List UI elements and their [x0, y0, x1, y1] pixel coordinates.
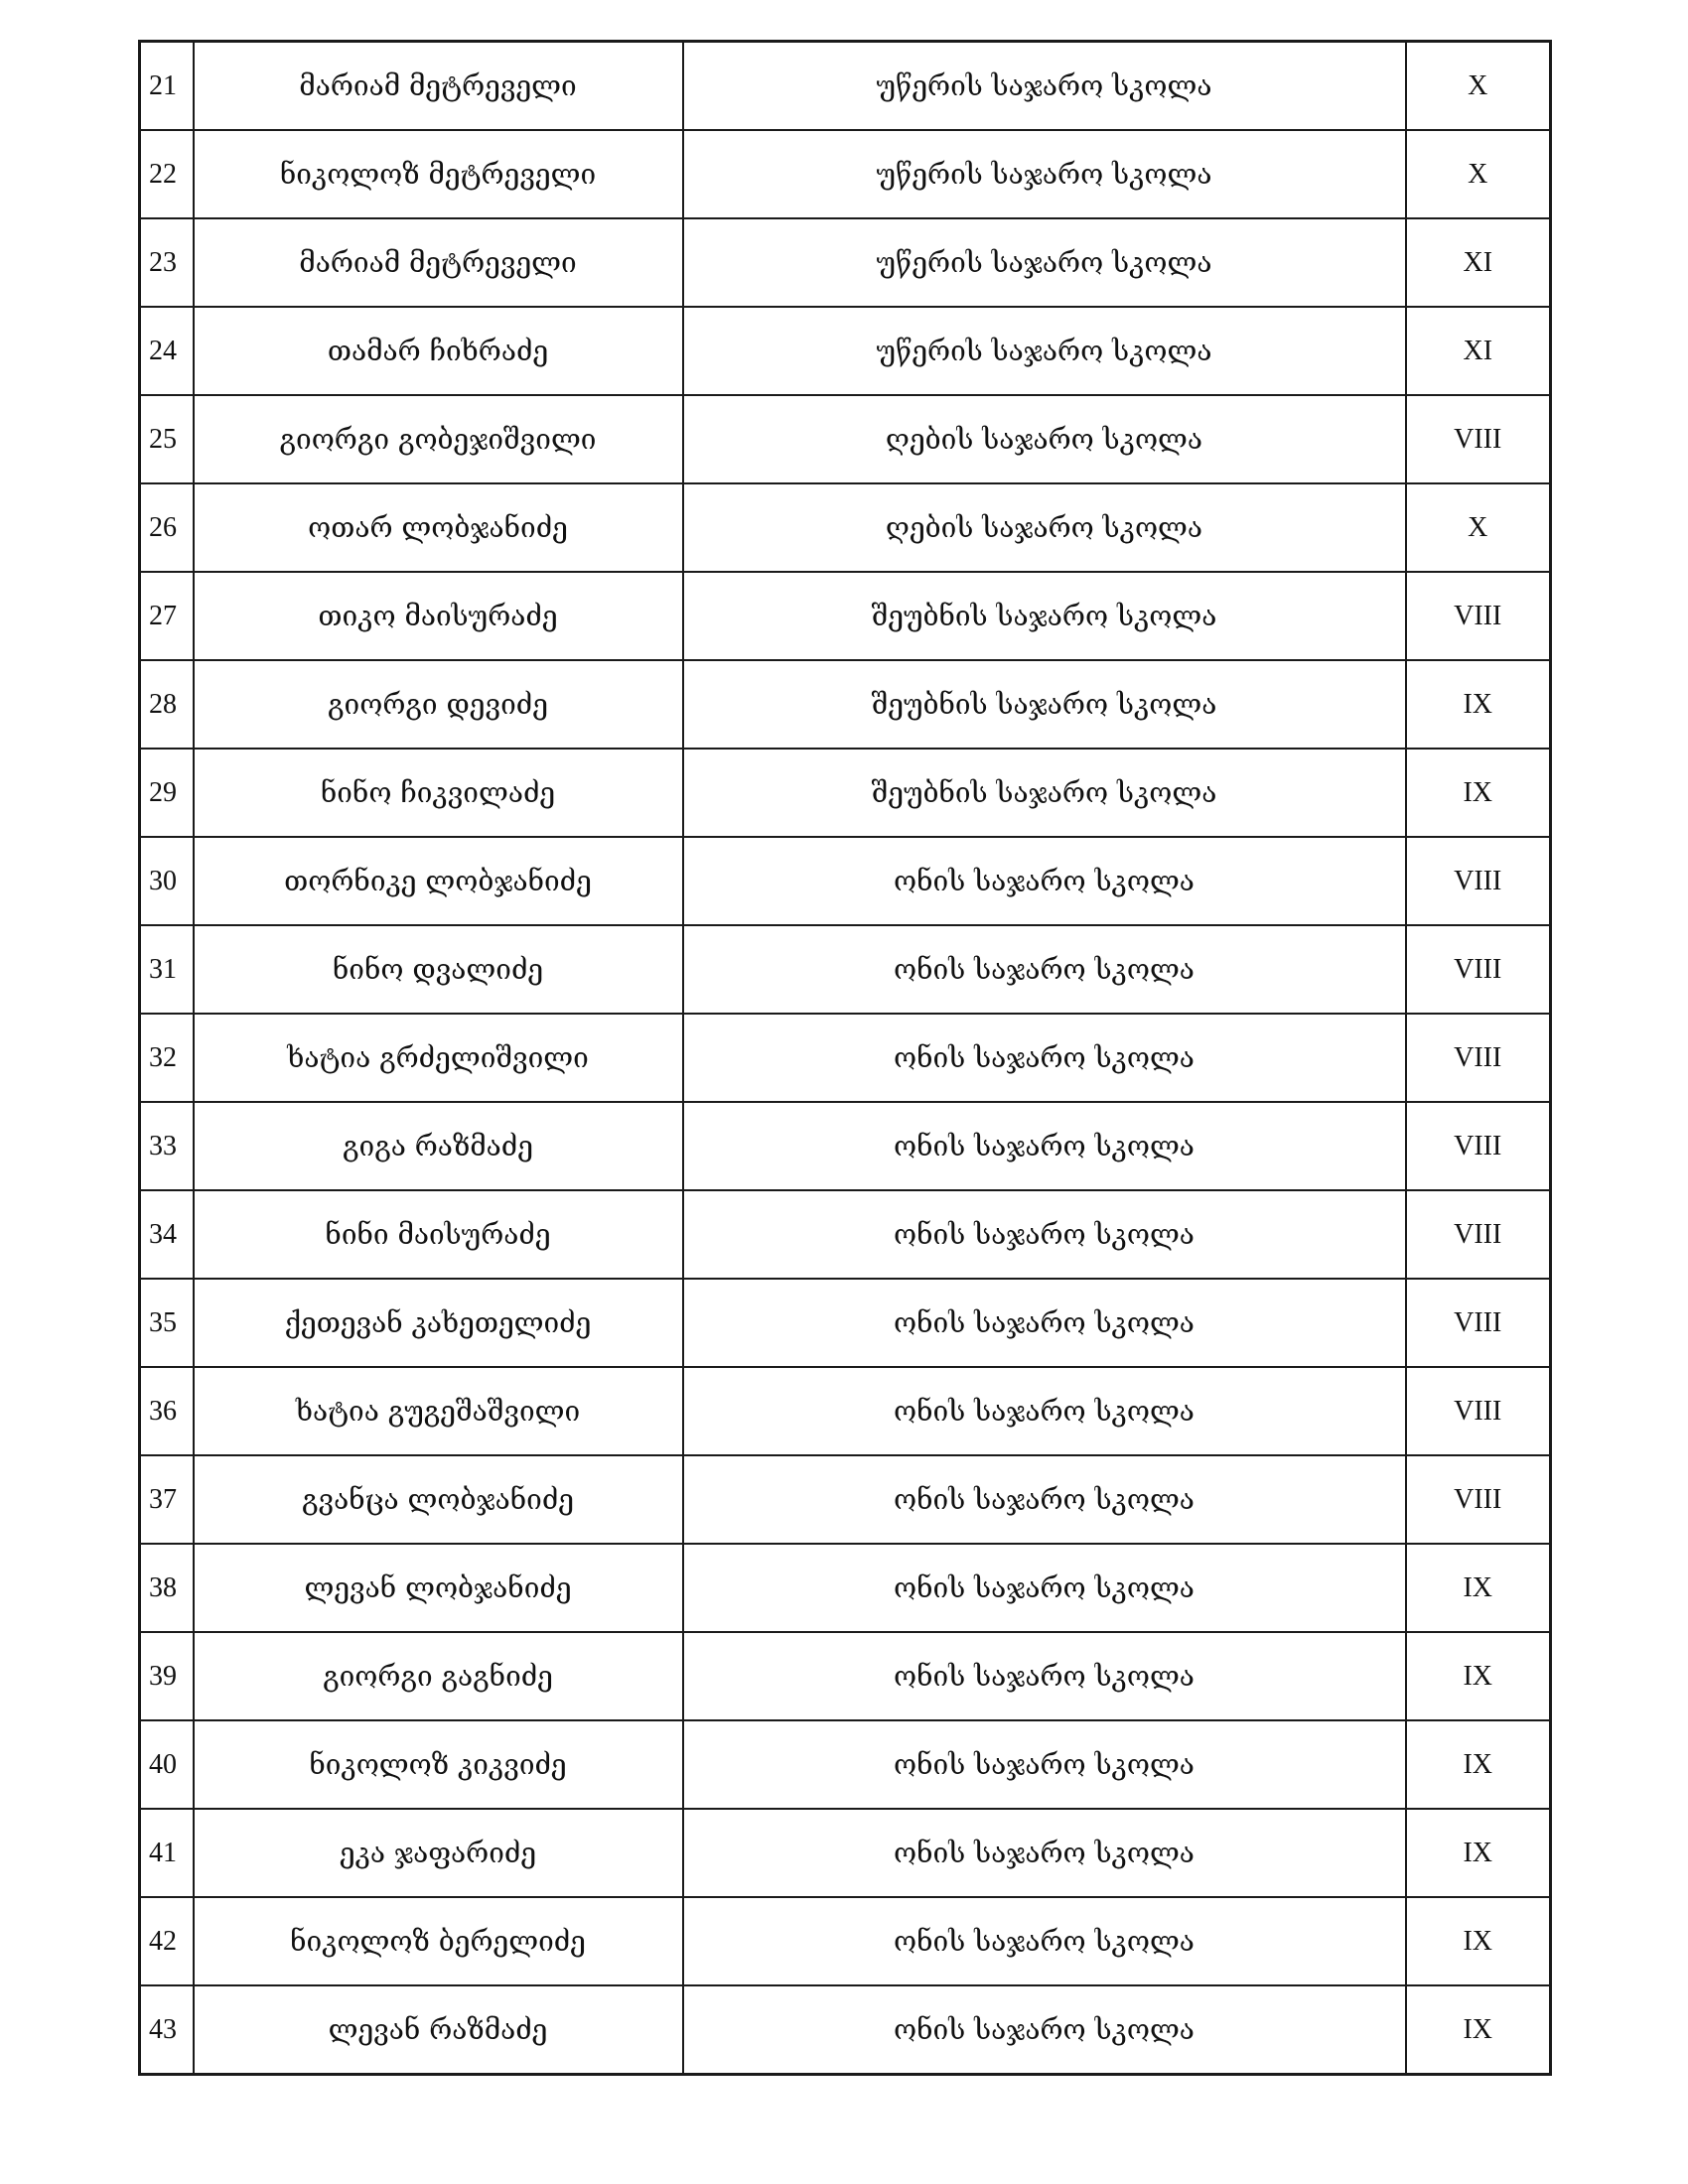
grade-cell: XI [1406, 218, 1551, 307]
table-row [140, 1985, 1551, 2075]
table-row [140, 395, 1551, 483]
school-name-cell: ონის საჯარო სკოლა [683, 925, 1406, 1014]
grade-cell: IX [1406, 1720, 1551, 1809]
roster-table-body [140, 42, 1551, 2075]
school-name-cell: ონის საჯარო სკოლა [683, 1544, 1406, 1632]
student-name-cell: ნინო ჩიკვილაძე [194, 749, 683, 837]
school-name-cell: ონის საჯარო სკოლა [683, 1190, 1406, 1279]
grade-cell: VIII [1406, 1279, 1551, 1367]
table-row [140, 1809, 1551, 1897]
school-name-cell: შეუბნის საჯარო სკოლა [683, 660, 1406, 749]
row-number-cell: 34 [140, 1190, 194, 1279]
school-name-cell: უწერის საჯარო სკოლა [683, 42, 1406, 131]
table-row [140, 42, 1551, 131]
school-name-cell: ონის საჯარო სკოლა [683, 1367, 1406, 1455]
table-row [140, 1632, 1551, 1720]
row-number-cell: 32 [140, 1014, 194, 1102]
row-number-cell: 42 [140, 1897, 194, 1985]
grade-cell: XI [1406, 307, 1551, 395]
school-name-cell: ონის საჯარო სკოლა [683, 1720, 1406, 1809]
student-roster-table [138, 40, 1552, 2076]
grade-cell: VIII [1406, 1190, 1551, 1279]
row-number-cell: 39 [140, 1632, 194, 1720]
grade-cell: IX [1406, 1985, 1551, 2075]
row-number-cell: 25 [140, 395, 194, 483]
student-name-cell: ლევან რაზმაძე [194, 1985, 683, 2075]
student-name-cell: ნინო დვალიძე [194, 925, 683, 1014]
school-name-cell: ღების საჯარო სკოლა [683, 483, 1406, 572]
row-number-cell: 35 [140, 1279, 194, 1367]
table-row [140, 1102, 1551, 1190]
grade-cell: VIII [1406, 1014, 1551, 1102]
row-number-cell: 31 [140, 925, 194, 1014]
student-name-cell: თიკო მაისურაძე [194, 572, 683, 660]
row-number-cell: 24 [140, 307, 194, 395]
row-number-cell: 37 [140, 1455, 194, 1544]
school-name-cell: უწერის საჯარო სკოლა [683, 130, 1406, 218]
student-name-cell: ნიკოლოზ კიკვიძე [194, 1720, 683, 1809]
school-name-cell: შეუბნის საჯარო სკოლა [683, 749, 1406, 837]
table-row [140, 1897, 1551, 1985]
school-name-cell: შეუბნის საჯარო სკოლა [683, 572, 1406, 660]
table-row [140, 572, 1551, 660]
student-name-cell: ოთარ ლობჯანიძე [194, 483, 683, 572]
school-name-cell: ონის საჯარო სკოლა [683, 1279, 1406, 1367]
row-number-cell: 30 [140, 837, 194, 925]
table-row [140, 1190, 1551, 1279]
school-name-cell: ონის საჯარო სკოლა [683, 1632, 1406, 1720]
grade-cell: IX [1406, 1897, 1551, 1985]
student-name-cell: ნიკოლოზ მეტრეველი [194, 130, 683, 218]
grade-cell: X [1406, 130, 1551, 218]
student-name-cell: ხატია გუგეშაშვილი [194, 1367, 683, 1455]
grade-cell: VIII [1406, 395, 1551, 483]
school-name-cell: უწერის საჯარო სკოლა [683, 307, 1406, 395]
table-row [140, 307, 1551, 395]
grade-cell: X [1406, 483, 1551, 572]
school-name-cell: ონის საჯარო სკოლა [683, 1014, 1406, 1102]
school-name-cell: ონის საჯარო სკოლა [683, 837, 1406, 925]
row-number-cell: 28 [140, 660, 194, 749]
school-name-cell: ონის საჯარო სკოლა [683, 1102, 1406, 1190]
table-row [140, 1544, 1551, 1632]
row-number-cell: 38 [140, 1544, 194, 1632]
table-row [140, 1455, 1551, 1544]
table-row [140, 925, 1551, 1014]
grade-cell: VIII [1406, 572, 1551, 660]
row-number-cell: 33 [140, 1102, 194, 1190]
row-number-cell: 21 [140, 42, 194, 131]
grade-cell: VIII [1406, 1367, 1551, 1455]
table-row [140, 130, 1551, 218]
row-number-cell: 41 [140, 1809, 194, 1897]
school-name-cell: ონის საჯარო სკოლა [683, 1985, 1406, 2075]
student-name-cell: ეკა ჯაფარიძე [194, 1809, 683, 1897]
grade-cell: VIII [1406, 925, 1551, 1014]
table-row [140, 837, 1551, 925]
row-number-cell: 29 [140, 749, 194, 837]
grade-cell: IX [1406, 1632, 1551, 1720]
student-name-cell: თორნიკე ლობჯანიძე [194, 837, 683, 925]
row-number-cell: 40 [140, 1720, 194, 1809]
school-name-cell: ონის საჯარო სკოლა [683, 1897, 1406, 1985]
grade-cell: IX [1406, 1809, 1551, 1897]
student-name-cell: მარიამ მეტრეველი [194, 42, 683, 131]
student-name-cell: ნინი მაისურაძე [194, 1190, 683, 1279]
row-number-cell: 36 [140, 1367, 194, 1455]
student-name-cell: მარიამ მეტრეველი [194, 218, 683, 307]
school-name-cell: ღების საჯარო სკოლა [683, 395, 1406, 483]
table-row [140, 1720, 1551, 1809]
grade-cell: IX [1406, 660, 1551, 749]
table-row [140, 218, 1551, 307]
table-row [140, 1279, 1551, 1367]
grade-cell: VIII [1406, 837, 1551, 925]
student-name-cell: ხატია გრძელიშვილი [194, 1014, 683, 1102]
student-name-cell: თამარ ჩიხრაძე [194, 307, 683, 395]
grade-cell: IX [1406, 1544, 1551, 1632]
grade-cell: IX [1406, 749, 1551, 837]
student-name-cell: გიორგი გობეჯიშვილი [194, 395, 683, 483]
grade-cell: X [1406, 42, 1551, 131]
school-name-cell: ონის საჯარო სკოლა [683, 1809, 1406, 1897]
row-number-cell: 27 [140, 572, 194, 660]
student-name-cell: გიორგი გაგნიძე [194, 1632, 683, 1720]
row-number-cell: 43 [140, 1985, 194, 2075]
student-name-cell: გიგა რაზმაძე [194, 1102, 683, 1190]
table-row [140, 660, 1551, 749]
row-number-cell: 23 [140, 218, 194, 307]
grade-cell: VIII [1406, 1102, 1551, 1190]
table-row [140, 1014, 1551, 1102]
table-row [140, 1367, 1551, 1455]
student-name-cell: ქეთევან კახეთელიძე [194, 1279, 683, 1367]
student-name-cell: ლევან ლობჯანიძე [194, 1544, 683, 1632]
school-name-cell: ონის საჯარო სკოლა [683, 1455, 1406, 1544]
table-row [140, 483, 1551, 572]
student-name-cell: გვანცა ლობჯანიძე [194, 1455, 683, 1544]
table-row [140, 749, 1551, 837]
grade-cell: VIII [1406, 1455, 1551, 1544]
school-name-cell: უწერის საჯარო სკოლა [683, 218, 1406, 307]
row-number-cell: 22 [140, 130, 194, 218]
student-name-cell: გიორგი დევიძე [194, 660, 683, 749]
row-number-cell: 26 [140, 483, 194, 572]
student-name-cell: ნიკოლოზ ბერელიძე [194, 1897, 683, 1985]
